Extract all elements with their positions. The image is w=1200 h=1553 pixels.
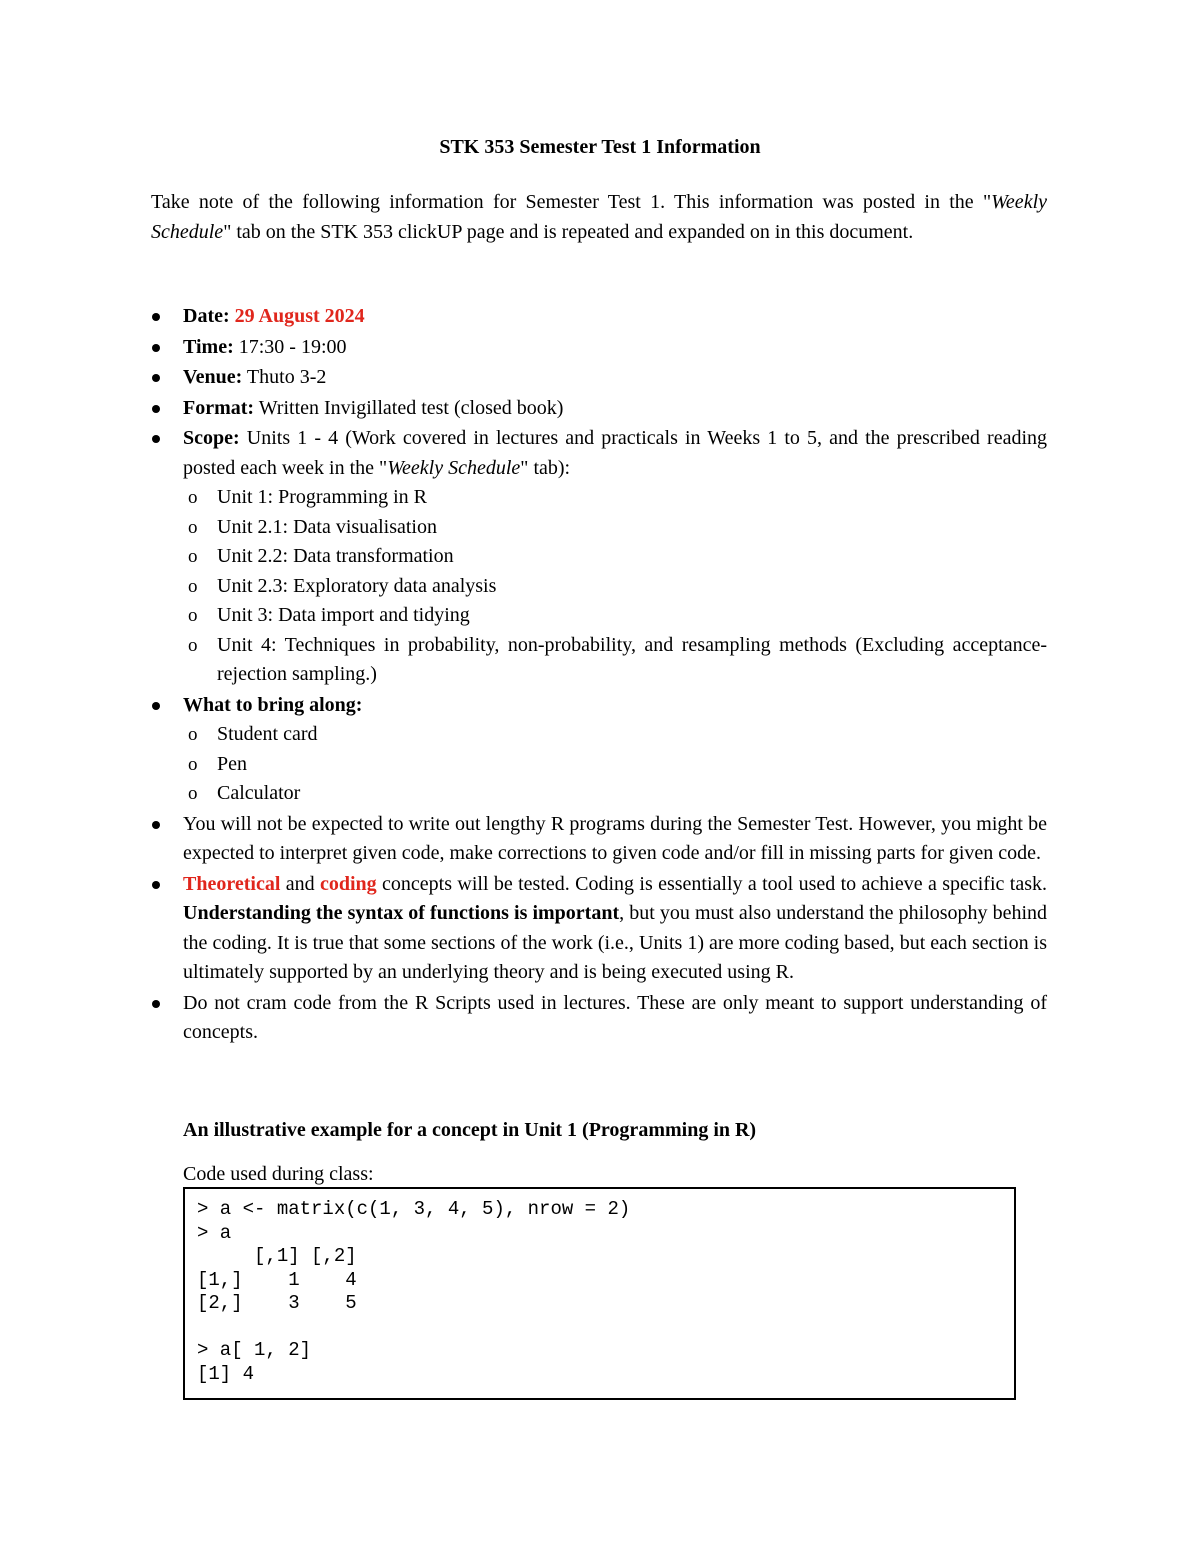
time-item: Time: 17:30 - 19:00 bbox=[151, 333, 1047, 363]
list-item: o Unit 2.3: Exploratory data analysis bbox=[151, 572, 1047, 602]
circle-bullet-icon: o bbox=[188, 634, 198, 656]
programs-note: You will not be expected to write out lengthy R programs during the Semester Test. However, you might be expected to interpret given code, make corrections to given code and/or fill in missing parts for given code. bbox=[151, 810, 1047, 869]
list-item: o Pen bbox=[151, 750, 1047, 780]
circle-bullet-icon: o bbox=[188, 487, 198, 508]
circle-bullet-icon: o bbox=[188, 753, 198, 775]
bullet-icon bbox=[152, 313, 160, 321]
circle-bullet-icon: o bbox=[188, 516, 198, 538]
bring-list bbox=[151, 720, 1047, 809]
list-item: o Unit 2.1: Data visualisation bbox=[151, 513, 1047, 543]
bullet-icon bbox=[152, 881, 160, 889]
theory-note: Theoretical and coding concepts will be tested. Coding is essentially a tool used to achieve a specific task. Understanding the syntax of functions is important, but you must also understand the philosophy behind the coding. It is true that some sections of the work (i.e., Units 1) are more coding based, but each section is ultimately supported by an underlying theory and is being executed using R. bbox=[151, 870, 1047, 988]
bullet-icon bbox=[152, 374, 160, 382]
code-label: Code used during class: bbox=[183, 1163, 374, 1185]
date-item: Date: 29 August 2024 bbox=[151, 302, 1047, 332]
bullet-icon bbox=[152, 702, 160, 710]
venue-item: Venue: Thuto 3-2 bbox=[151, 363, 1047, 393]
format-item: Format: Written Invigillated test (closed book) bbox=[151, 394, 1047, 424]
list-item: o Unit 1: Programming in R bbox=[151, 483, 1047, 513]
code-box bbox=[183, 1187, 1016, 1400]
intro-paragraph: Take note of the following information for Semester Test 1. This information was posted in the "Weekly Schedule" tab on the STK 353 clickUP page and is repeated and expanded on in this document. bbox=[151, 191, 1047, 243]
list-item: o Unit 3: Data import and tidying bbox=[151, 601, 1047, 631]
circle-bullet-icon: o bbox=[188, 575, 198, 597]
cram-note: Do not cram code from the R Scripts used in lectures. These are only meant to support understanding of concepts. bbox=[151, 989, 1047, 1048]
bullet-icon bbox=[152, 821, 160, 829]
circle-bullet-icon: o bbox=[188, 724, 198, 745]
test-date: 29 August 2024 bbox=[234, 305, 365, 327]
bullet-icon bbox=[152, 344, 160, 352]
info-list bbox=[151, 302, 1047, 1049]
bring-item: What to bring along: o Student card o Pen o Calculator bbox=[151, 691, 1047, 809]
list-item: o Calculator bbox=[151, 779, 1047, 809]
circle-bullet-icon: o bbox=[188, 546, 198, 567]
document-title: STK 353 Semester Test 1 Information bbox=[439, 136, 761, 158]
list-item: o Student card bbox=[151, 720, 1047, 750]
code-block: > a <- matrix(c(1, 3, 4, 5), nrow = 2) > a [,1] [,2] [1,] 1 4 [2,] 3 5 > a[ 1, 2] [1] 4 bbox=[197, 1198, 631, 1385]
list-item: o Unit 2.2: Data transformation bbox=[151, 542, 1047, 572]
units-list bbox=[151, 483, 1047, 690]
bullet-icon bbox=[152, 405, 160, 413]
bullet-icon bbox=[152, 1000, 160, 1008]
example-heading: An illustrative example for a concept in Unit 1 (Programming in R) bbox=[183, 1119, 757, 1141]
circle-bullet-icon: o bbox=[188, 605, 198, 626]
scope-item: Scope: Units 1 - 4 (Work covered in lectures and practicals in Weeks 1 to 5, and the prescribed reading posted each week in the "Weekly Schedule" tab): o Unit 1: Programming in R o Unit 2.1: Data visualisation o Unit 2.2: Data transformation o Unit 2.3: Exploratory data analysis o Unit 3: Data import and tidying o Unit 4: Techniques in probability, non-probability, and resampling methods (Excluding acceptance-rejection sampling.) bbox=[151, 424, 1047, 690]
list-item: o Unit 4: Techniques in probability, non-probability, and resampling methods (Excluding acceptance-rejection sampling.) bbox=[151, 631, 1047, 690]
bullet-icon bbox=[152, 435, 160, 443]
weekly-schedule-italic: Weekly Schedule bbox=[151, 191, 1047, 243]
circle-bullet-icon: o bbox=[188, 783, 198, 804]
